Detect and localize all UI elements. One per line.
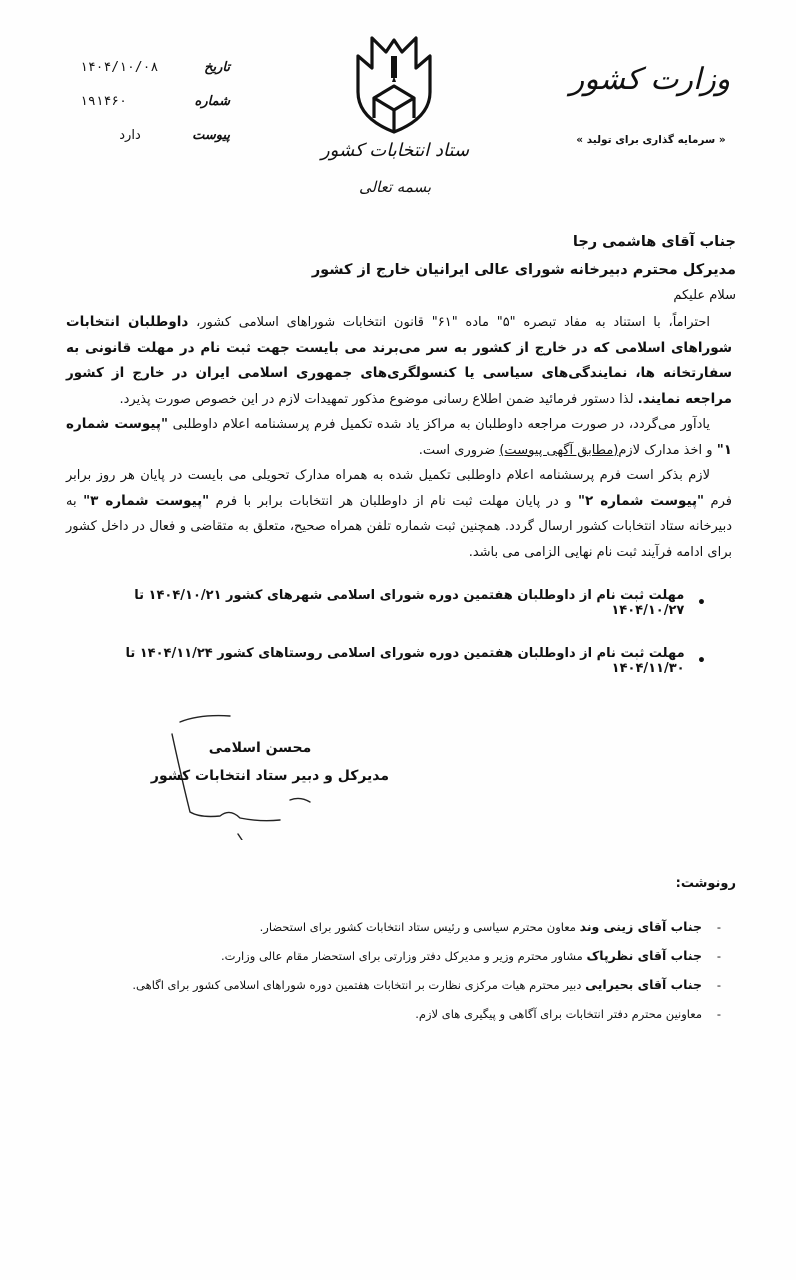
signatory-title: مدیرکل و دبیر ستاد انتخابات کشور	[150, 768, 390, 784]
bullet-icon: •	[697, 653, 706, 669]
cc-item	[56, 976, 736, 994]
bismillah: بسمه تعالی	[358, 178, 432, 196]
meta-date-label: تاریخ	[204, 60, 230, 75]
p1-text: احتراماً، با استناد به مفاد تبصره "۵" ماده "۶۱" قانون انتخابات شوراهای اسلامی کشور،	[188, 315, 711, 330]
cc-title: رونوشت:	[675, 876, 736, 891]
meta-attachment-label: پیوست	[192, 128, 230, 143]
paragraph-1	[66, 310, 732, 412]
cc-text	[132, 976, 702, 994]
election-emblem-icon	[352, 32, 436, 136]
recipient-title: مدیرکل محترم دبیرخانه شورای عالی ایرانیان خارج از کشور	[311, 262, 736, 278]
paragraph-3	[66, 463, 732, 565]
election-hq-name: ستاد انتخابات کشور	[320, 140, 470, 161]
dash-icon: -	[716, 1007, 722, 1021]
letter-body	[66, 310, 732, 565]
p2-text-end: ضروری است.	[418, 442, 500, 458]
p1-text-end: لذا دستور فرمائید ضمن اطلاع رسانی موضوع مذکور تمهیدات لازم در این خصوص صورت پذیرد.	[119, 391, 638, 407]
cc-text	[415, 1005, 702, 1023]
deadline-item	[66, 646, 706, 676]
deadline-item	[66, 588, 706, 618]
ministry-name: وزارت کشور	[569, 62, 731, 97]
p2-text: یادآور می‌گردد، در صورت مراجعه داوطلبان به مراکز یاد شده تکمیل فرم پرسشنامه اعلام داوطلبی	[168, 417, 710, 432]
dash-icon: -	[716, 920, 722, 934]
meta-attachment-value: دارد	[119, 128, 141, 143]
greeting: سلام علیکم	[673, 288, 736, 303]
attachment-1-ref: "پیوست شماره ۱"	[66, 416, 732, 458]
cc-item	[56, 918, 736, 936]
cc-desc: مشاور محترم وزیر و مدیرکل دفتر وزارتی برای استحضار مقام عالی وزارت.	[220, 949, 587, 963]
signatory-name: محسن اسلامی	[208, 740, 312, 756]
bullet-icon: •	[697, 595, 706, 611]
dash-icon: -	[716, 949, 722, 963]
deadline-text: مهلت ثبت نام از داوطلبان هفتمین دوره شورای اسلامی روستاهای کشور ۱۴۰۴/۱۱/۲۴ تا ۱۴۰۴/۱۱/۳۰	[125, 646, 685, 676]
deadline-list	[66, 588, 706, 704]
p3-text-end: به دبیرخانه ستاد انتخابات کشور ارسال گردد. همچنین ثبت شماره تلفن همراه صحیح، متعلق به متقاضی و فعال در داخل کشور برای ادامه فرآیند ثبت نام نهایی الزامی می باشد.	[66, 493, 732, 560]
meta-date-value: ۱۴۰۴/۱۰/۰۸	[80, 60, 159, 75]
slogan: « سرمایه گذاری برای تولید »	[576, 134, 726, 146]
p2-text-mid: و اخذ مدارک لازم	[618, 442, 717, 458]
cc-desc: معاون محترم سیاسی و رئیس ستاد انتخابات کشور برای استحضار.	[259, 920, 580, 934]
notice-ref: (مطابق آگهی پیوست)	[499, 442, 619, 458]
cc-name: جناب آقای بحیرایی	[585, 977, 702, 992]
cc-text	[221, 947, 702, 965]
dash-icon: -	[716, 978, 722, 992]
recipient-name: جناب آقای هاشمی رجا	[572, 234, 736, 250]
cc-item	[56, 947, 736, 965]
cc-desc: دبیر محترم هیات مرکزی نظارت بر انتخابات هفتمین دوره شوراهای اسلامی کشور برای اگاهی.	[132, 978, 586, 992]
cc-text	[260, 918, 702, 936]
meta-number	[80, 94, 230, 109]
p1-bold: داوطلبان انتخابات شوراهای اسلامی که در خارج از کشور به سر می‌برند می بایست جهت ثبت نام در مهلت قانونی به سفارتخانه ها، نمایندگی‌های سیاسی یا کنسولگری‌های جمهوری اسلامی ایران در خارج از کشور مراجعه نمایند.	[66, 314, 732, 407]
attachment-3-ref: "پیوست شماره ۳"	[83, 492, 210, 509]
meta-number-label: شماره	[194, 94, 230, 109]
meta-number-value: ۱۹۱۴۶۰	[80, 94, 127, 109]
p3-text-mid: و در پایان مهلت ثبت نام از داوطلبان هر انتخابات برابر با فرم	[209, 493, 578, 509]
cc-list	[56, 918, 736, 1034]
meta-attachment	[80, 128, 230, 143]
cc-name: جناب آقای زینی وند	[579, 919, 702, 934]
paragraph-2	[66, 412, 732, 463]
attachment-2-ref: "پیوست شماره ۲"	[577, 492, 705, 509]
cc-desc: معاونین محترم دفتر انتخابات برای آگاهی و پیگیری های لازم.	[415, 1007, 702, 1021]
cc-item	[56, 1005, 736, 1023]
p3-text: لازم بذکر است فرم پرسشنامه اعلام داوطلبی تکمیل شده به همراه مدارک تحویلی می بایست در پایان هر روز برابر فرم	[66, 468, 732, 509]
meta-date	[80, 60, 230, 75]
deadline-text: مهلت ثبت نام از داوطلبان هفتمین دوره شورای اسلامی شهرهای کشور ۱۴۰۴/۱۰/۲۱ تا ۱۴۰۴/۱۰/۲۷	[134, 588, 685, 618]
cc-name: جناب آقای نظرپاک	[586, 948, 702, 963]
